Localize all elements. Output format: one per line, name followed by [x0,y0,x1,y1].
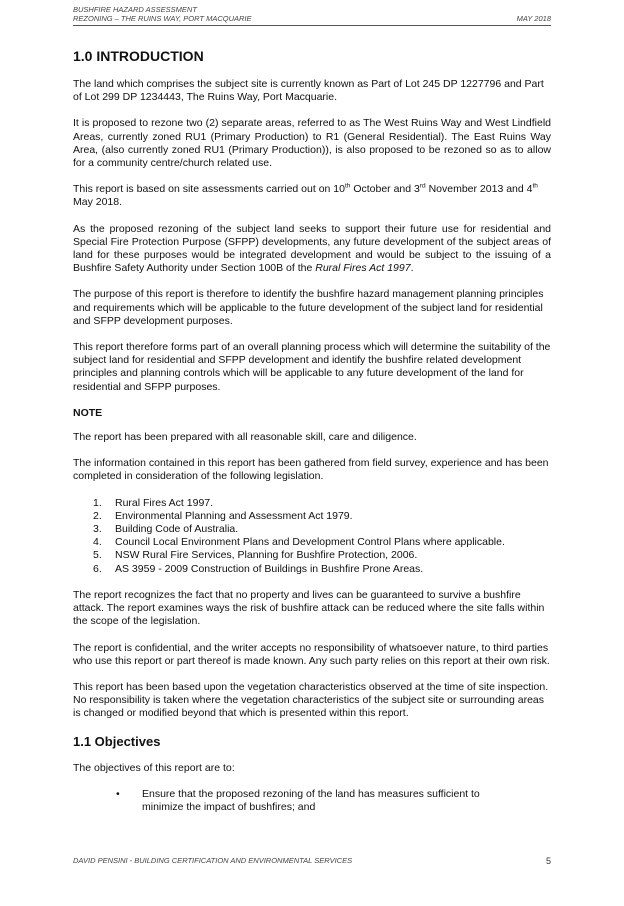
legislation-item [73,497,551,510]
footer-company: DAVID PENSINI - BUILDING CERTIFICATION AND ENVIRONMENTAL SERVICES [73,856,353,865]
objective-item [73,788,522,814]
intro-paragraph-4: As the proposed rezoning of the subject land seeks to support their future use for residential and Special Fire Protection Purpose (SFPP) developments, any future development of the subject areas of land for these purposes would be integrated development and would be subject to the issuing of a Bushfire Safety Authority under Section 100B of the Rural Fires Act 1997. [73,222,551,275]
header-title: BUSHFIRE HAZARD ASSESSMENT [73,5,197,14]
legislation-item-text: Environmental Planning and Assessment Act 1979. [115,509,353,522]
intro-paragraph-6: This report therefore forms part of an overall planning process which will determine the suitability of the subject land for residential and SFPP development and identify the bushfire related development principles and planning controls which will be applicable to any future development of the land for residential and SFPP purposes. [73,341,551,393]
legislation-item-text: NSW Rural Fire Services, Planning for Bushfire Protection, 2006. [115,549,418,562]
paragraph-confidential: The report is confidential, and the writer accepts no responsibility of whatsoever nature, to third parties who use this report or part thereof is made known. Any such party relies on this report at their own risk. [73,641,550,667]
legislation-item-text: AS 3959 - 2009 Construction of Buildings in Bushfire Prone Areas. [115,562,424,575]
legislation-item [73,536,551,549]
legislation-item [73,563,551,576]
section-heading-introduction: 1.0 INTRODUCTION [73,48,204,64]
header-subtitle: REZONING – THE RUINS WAY, PORT MACQUARIE [73,14,252,23]
legislation-item [73,523,551,536]
legislation-item [73,510,551,523]
page-number: 5 [545,856,551,866]
legislation-item-number: 2. [93,509,102,522]
legislation-item-number: 1. [93,496,102,509]
paragraph-risk: The report recognizes the fact that no property and lives can be guaranteed to survive a bushfire attack. The report examines ways the risk of bushfire attack can be reduced where the site falls within the scope of the legislation. [73,588,545,628]
note-heading: NOTE [73,406,103,419]
objectives-list [73,788,551,814]
objective-text: Ensure that the proposed rezoning of the land has measures sufficient to minimize the impact of bushfires; and [142,787,480,813]
legislation-item-number: 5. [93,549,102,562]
note-paragraph-2: The information contained in this report has been gathered from field survey, experience and has been completed in consideration of the following legislation. [73,457,549,483]
legislation-item-number: 6. [93,562,102,575]
intro-paragraph-1: The land which comprises the subject site is currently known as Part of Lot 245 DP 1227796 and Part of Lot 299 DP 1234443, The Ruins Way, Port Macquarie. [73,78,544,104]
page-footer [73,856,551,866]
legislation-item-text: Rural Fires Act 1997. [115,496,214,509]
note-paragraph-1: The report has been prepared with all reasonable skill, care and diligence. [73,431,417,444]
document-body [73,48,551,814]
legislation-item-number: 3. [93,523,102,536]
intro-paragraph-5: The purpose of this report is therefore to identify the bushfire hazard management planning principles and requirements which will be applicable to the future development of the subject land for residential and SFPP development purposes. [73,288,544,327]
legislation-item [73,549,551,562]
intro-paragraph-3: This report is based on site assessments carried out on 10th October and 3rd November 2013 and 4th May 2018. [73,182,538,209]
bullet-icon: • [116,787,120,800]
header-date: MAY 2018 [516,14,551,23]
legislation-item-number: 4. [93,536,102,549]
section-heading-objectives: 1.1 Objectives [73,733,161,749]
intro-paragraph-2: It is proposed to rezone two (2) separate areas, referred to as The West Ruins Way and West Lindfield Areas, currently zoned RU1 (Primary Production) to R1 (General Residential). The East Ruins Way Area, (also currently zoned RU1 (Primary Production)), is also proposed to be rezoned so as to allow for a community centre/church related use. [73,117,551,170]
page-header [73,5,551,26]
objectives-intro: The objectives of this report are to: [73,761,235,774]
legislation-list [73,497,551,576]
legislation-item-text: Building Code of Australia. [115,523,239,536]
legislation-item-text: Council Local Environment Plans and Development Control Plans where applicable. [115,536,505,549]
paragraph-vegetation: This report has been based upon the vegetation characteristics observed at the time of site inspection. No responsibility is taken where the vegetation characteristics of the subject site or surrounding areas is changed or modified beyond that which is presented within this report. [73,680,549,720]
